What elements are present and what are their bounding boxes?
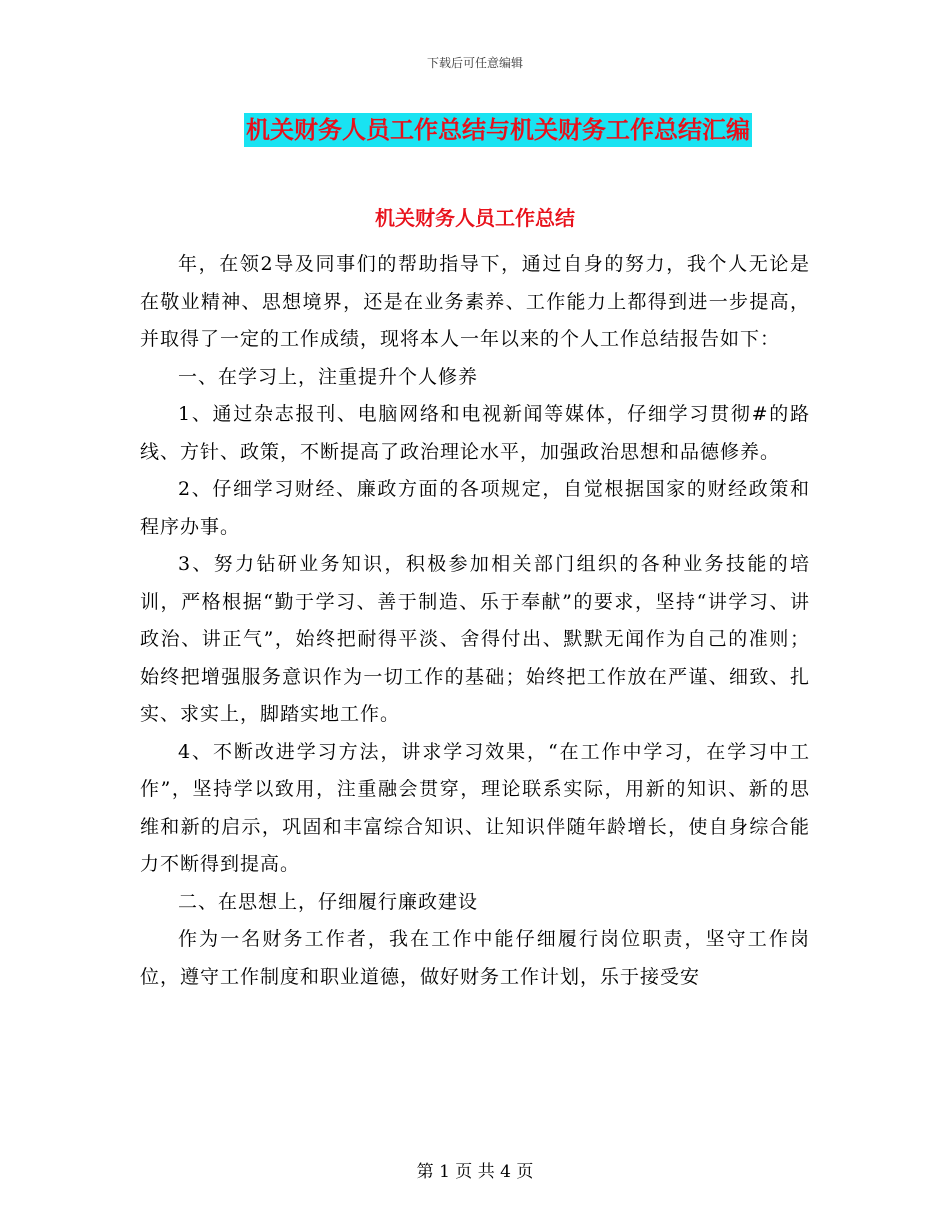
page-number-footer: 第 1 页 共 4 页 bbox=[416, 1162, 534, 1182]
paragraph-item-3: 3、努力钻研业务知识，积极参加相关部门组织的各种业务技能的培训，严格根据“勤于学习、善于制造、乐于奉献”的要求，坚持“讲学习、讲政治、讲正气”，始终把耐得平淡、舍得付出、默默无闻作为自己的准则；始终把增强服务意识作为一切工作的基础；始终把工作放在严谨、细致、扎实、求实上，脚踏实地工作。 bbox=[140, 553, 810, 725]
paragraph-item-1: 1、通过杂志报刊、电脑网络和电视新闻等媒体，仔细学习贯彻#的路线、方针、政策，不断提高了政治理论水平，加强政治思想和品德修养。 bbox=[140, 403, 810, 463]
section-heading-thought: 二、在思想上，仔细履行廉政建设 bbox=[178, 890, 479, 913]
paragraph-item-4: 4、不断改进学习方法，讲求学习效果，“在工作中学习，在学习中工作”，坚持学以致用，注重融会贯穿，理论联系实际，用新的知识、新的思维和新的启示，巩固和丰富综合知识、让知识伴随年龄增长，使自身综合能力不断得到提高。 bbox=[140, 740, 810, 875]
main-title: 机关财务人员工作总结与机关财务工作总结汇编 bbox=[244, 113, 752, 147]
paragraph-item-2: 2、仔细学习财经、廉政方面的各项规定，自觉根据国家的财经政策和程序办事。 bbox=[140, 478, 810, 538]
main-title-wrap bbox=[0, 113, 950, 147]
paragraph-duty: 作为一名财务工作者，我在工作中能仔细履行岗位职责，坚守工作岗位，遵守工作制度和职业道德，做好财务工作计划，乐于接受安 bbox=[140, 928, 810, 988]
section-heading-study: 一、在学习上，注重提升个人修养 bbox=[178, 365, 479, 388]
document-body bbox=[140, 246, 810, 996]
header-note: 下载后可任意编辑 bbox=[426, 56, 523, 70]
paragraph-intro: 年，在领2导及同事们的帮助指导下，通过自身的努力，我个人无论是在敬业精神、思想境界，还是在业务素养、工作能力上都得到进一步提高，并取得了一定的工作成绩，现将本人一年以来的个人工作总结报告如下： bbox=[140, 253, 810, 350]
section-title: 机关财务人员工作总结 bbox=[375, 206, 575, 230]
